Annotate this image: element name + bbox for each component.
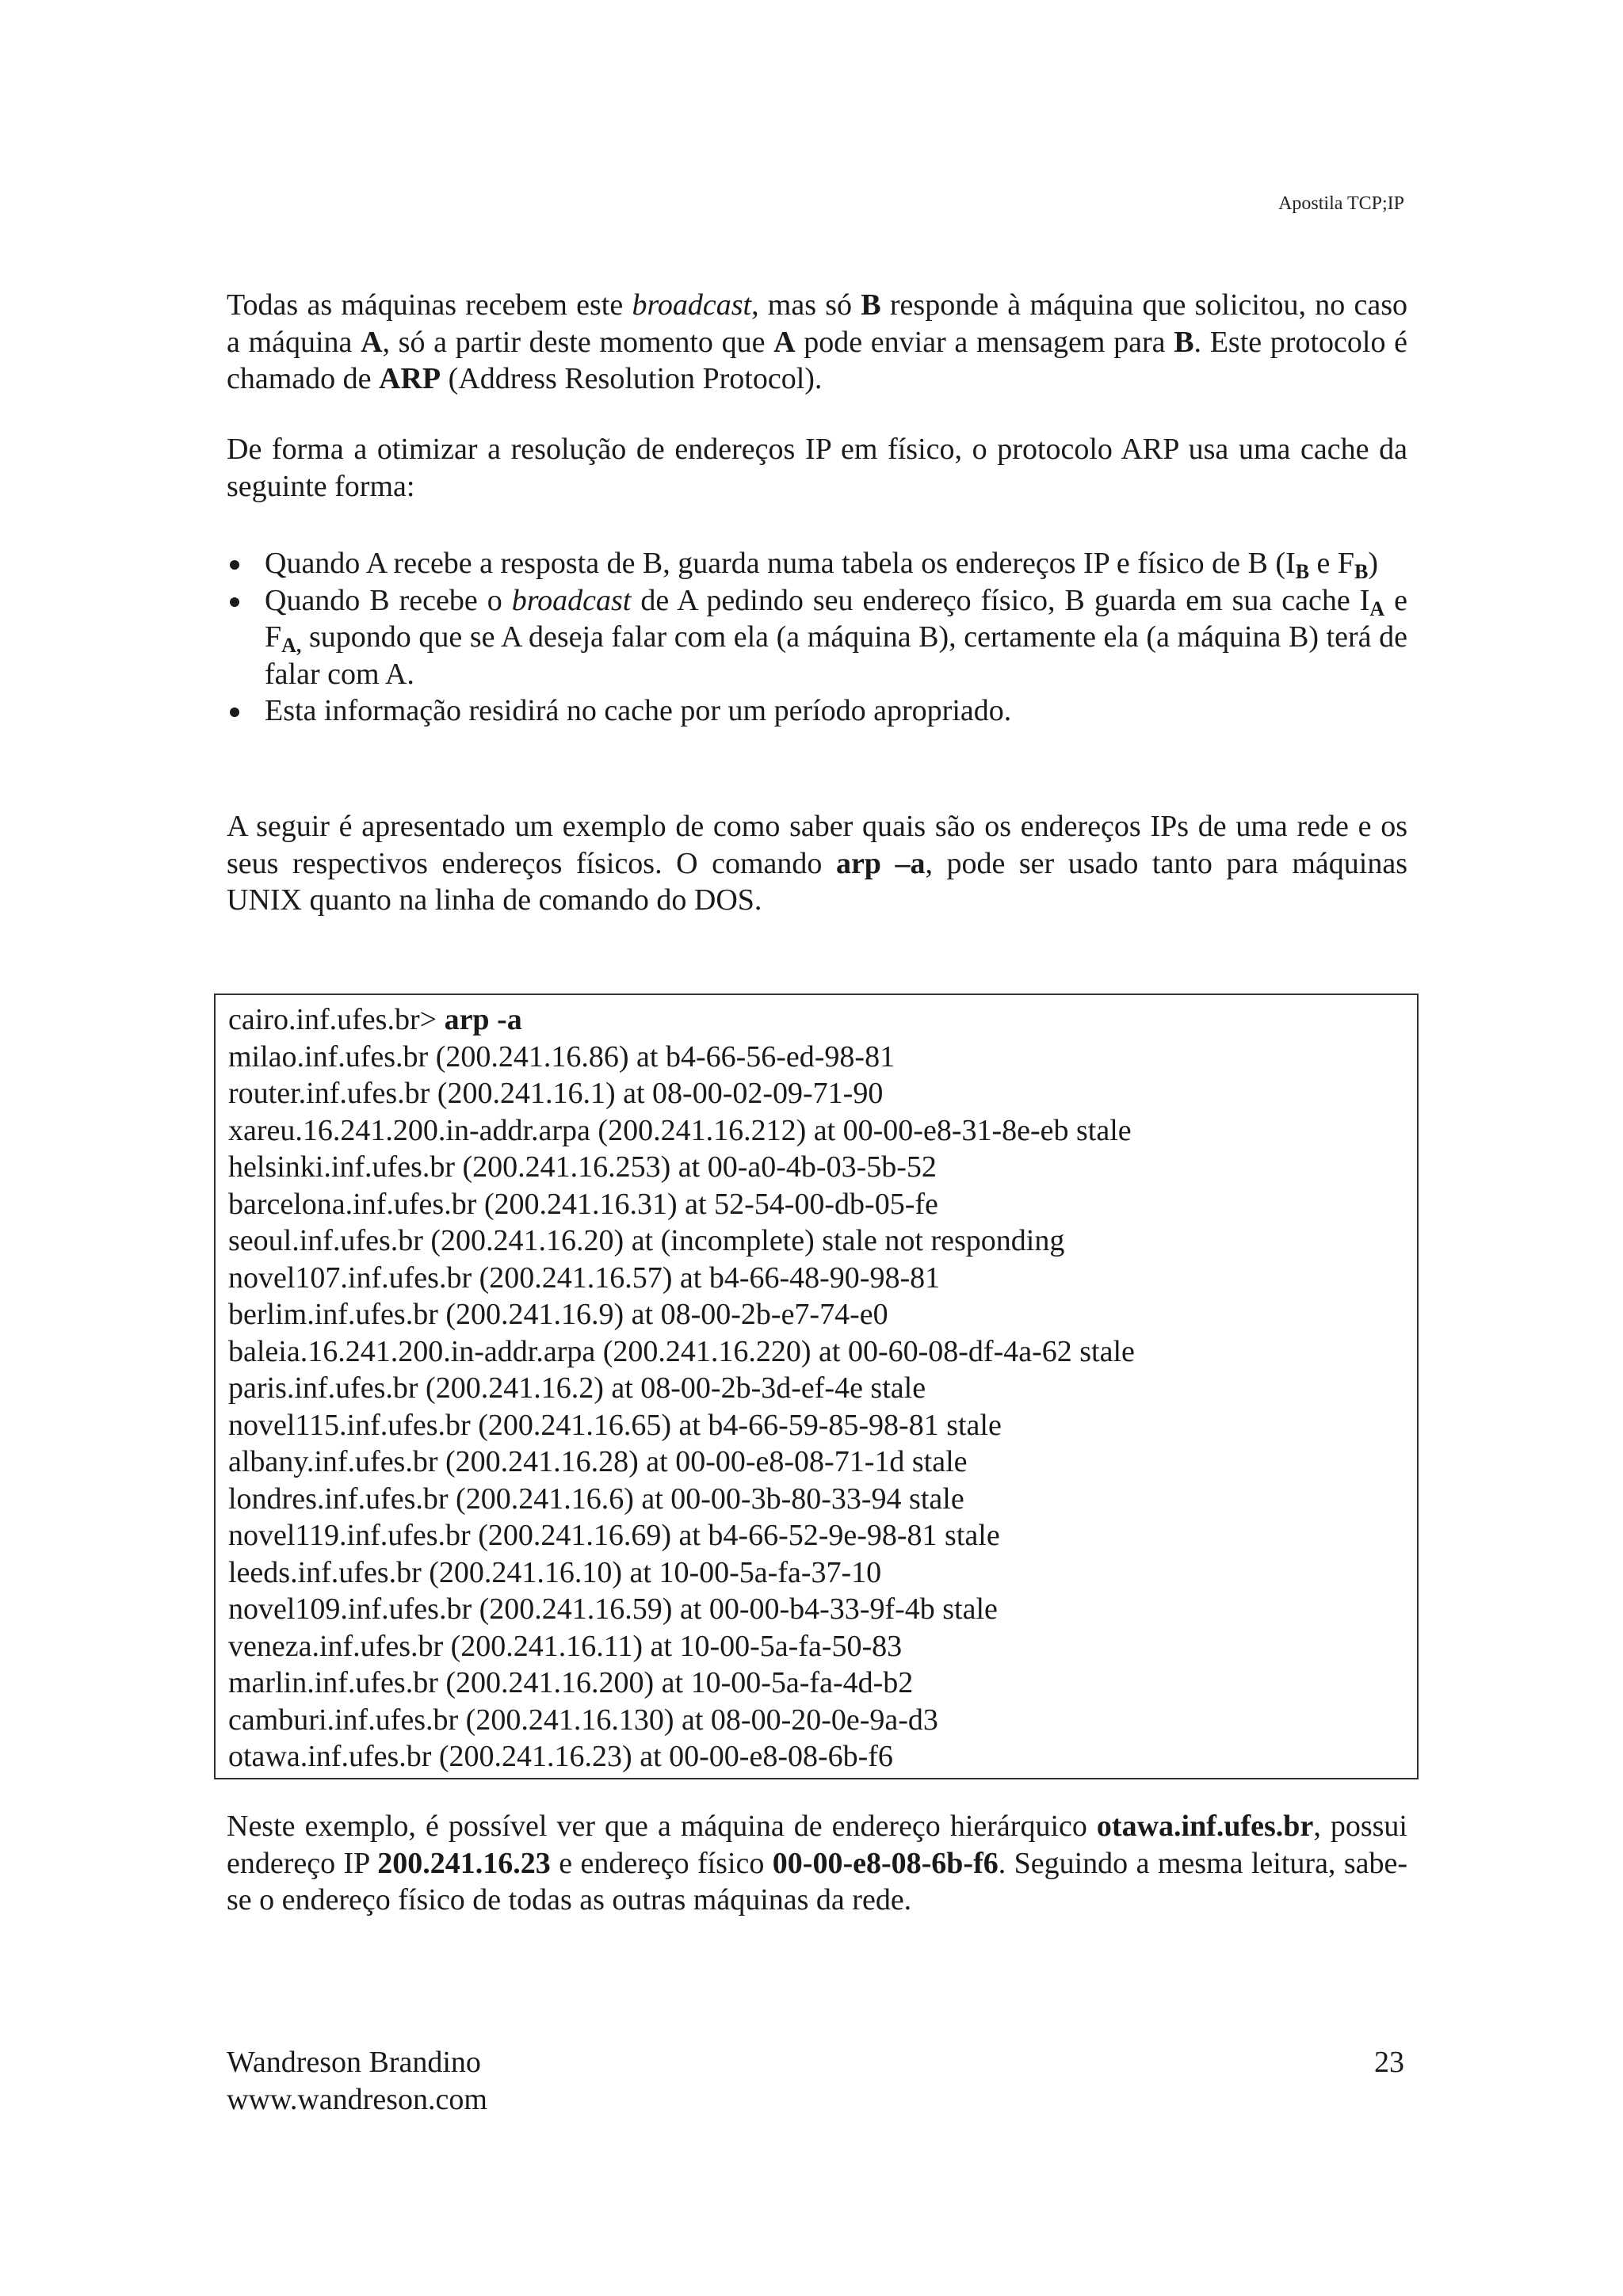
- arp-entry: otawa.inf.ufes.br (200.241.16.23) at 00-00-e8-08-6b-f6: [228, 1740, 893, 1773]
- arp-entry: marlin.inf.ufes.br (200.241.16.200) at 10-00-5a-fa-4d-b2: [228, 1666, 914, 1699]
- paragraph-arp-cache: De forma a otimizar a resolução de endereços IP em físico, o protocolo ARP usa uma cache da seguinte forma:: [227, 433, 1407, 503]
- bullet-list: [227, 545, 1407, 730]
- arp-entry: seoul.inf.ufes.br (200.241.16.20) at (incomplete) stale not responding: [228, 1224, 1065, 1257]
- arp-entry: helsinki.inf.ufes.br (200.241.16.253) at 00-a0-4b-03-5b-52: [228, 1150, 937, 1184]
- paragraph-arp-intro: Todas as máquinas recebem este broadcast, mas só B responde à máquina que solicitou, no caso a máquina A, só a partir deste momento que A pode enviar a mensagem para B. Este protocolo é chamado de ARP (Address Resolution Protocol).: [227, 288, 1408, 395]
- arp-entry: leeds.inf.ufes.br (200.241.16.10) at 10-00-5a-fa-37-10: [228, 1555, 882, 1589]
- arp-entry: novel119.inf.ufes.br (200.241.16.69) at b4-66-52-9e-98-81 stale: [228, 1519, 1000, 1552]
- arp-entry: paris.inf.ufes.br (200.241.16.2) at 08-00-2b-3d-ef-4e stale: [228, 1371, 926, 1405]
- footer-author: Wandreson Brandino: [227, 2046, 481, 2079]
- page-number: 23: [1374, 2046, 1404, 2079]
- arp-entry: xareu.16.241.200.in-addr.arpa (200.241.16.212) at 00-00-e8-31-8e-eb stale: [228, 1113, 1132, 1147]
- footer-website: www.wandreson.com: [227, 2082, 487, 2116]
- arp-entry: baleia.16.241.200.in-addr.arpa (200.241.16.220) at 00-60-08-df-4a-62 stale: [228, 1334, 1135, 1368]
- arp-entry: camburi.inf.ufes.br (200.241.16.130) at 08-00-20-0e-9a-d3: [228, 1703, 938, 1737]
- arp-entry: albany.inf.ufes.br (200.241.16.28) at 00-00-e8-08-71-1d stale: [228, 1445, 968, 1478]
- running-header: Apostila TCP;IP: [1278, 193, 1404, 214]
- arp-output-lines: [228, 1001, 1135, 1775]
- arp-command-line: cairo.inf.ufes.br> arp -a: [228, 1003, 522, 1036]
- arp-entry: novel115.inf.ufes.br (200.241.16.65) at b4-66-59-85-98-81 stale: [228, 1408, 1002, 1442]
- arp-entry: milao.inf.ufes.br (200.241.16.86) at b4-66-56-ed-98-81: [228, 1039, 896, 1074]
- arp-entry: barcelona.inf.ufes.br (200.241.16.31) at 52-54-00-db-05-fe: [228, 1187, 938, 1221]
- paragraph-example-explanation: Neste exemplo, é possível ver que a máquina de endereço hierárquico otawa.inf.ufes.br, possui endereço IP 200.241.16.23 e endereço físico 00-00-e8-08-6b-f6. Seguindo a mesma leitura, sabe-se o endereço físico de todas as outras máquinas da rede.: [227, 1810, 1408, 1917]
- list-item: Quando A recebe a resposta de B, guarda numa tabela os endereços IP e físico de B ($I_B$ e $F_B$): [227, 545, 1407, 582]
- footer-author-block: [227, 2044, 487, 2118]
- arp-entry: londres.inf.ufes.br (200.241.16.6) at 00-00-3b-80-33-94 stale: [228, 1482, 964, 1516]
- arp-entry: router.inf.ufes.br (200.241.16.1) at 08-00-02-09-71-90: [228, 1077, 884, 1110]
- arp-entry: novel107.inf.ufes.br (200.241.16.57) at b4-66-48-90-98-81: [228, 1261, 941, 1295]
- arp-entry: novel109.inf.ufes.br (200.241.16.59) at 00-00-b4-33-9f-4b stale: [228, 1592, 998, 1626]
- arp-entry: berlim.inf.ufes.br (200.241.16.9) at 08-00-2b-e7-74-e0: [228, 1298, 888, 1331]
- paragraph-arp-example: A seguir é apresentado um exemplo de como saber quais são os endereços IPs de uma rede e os seus respectivos endereços físicos. O comando arp –a, pode ser usado tanto para máquinas UNIX quanto na linha de comando do DOS.: [227, 810, 1407, 917]
- list-item: Esta informação residirá no cache por um período apropriado.: [227, 692, 1407, 730]
- arp-output-box: [214, 994, 1419, 1779]
- arp-entry: veneza.inf.ufes.br (200.241.16.11) at 10-00-5a-fa-50-83: [228, 1629, 903, 1663]
- list-item: Quando B recebe o broadcast de A pedindo seu endereço físico, B guarda em sua cache $I_A$ e $F_{A,}$ supondo que se A deseja falar com ela (a máquina B), certamente ela (a máquina B) terá de falar com A.: [227, 582, 1407, 693]
